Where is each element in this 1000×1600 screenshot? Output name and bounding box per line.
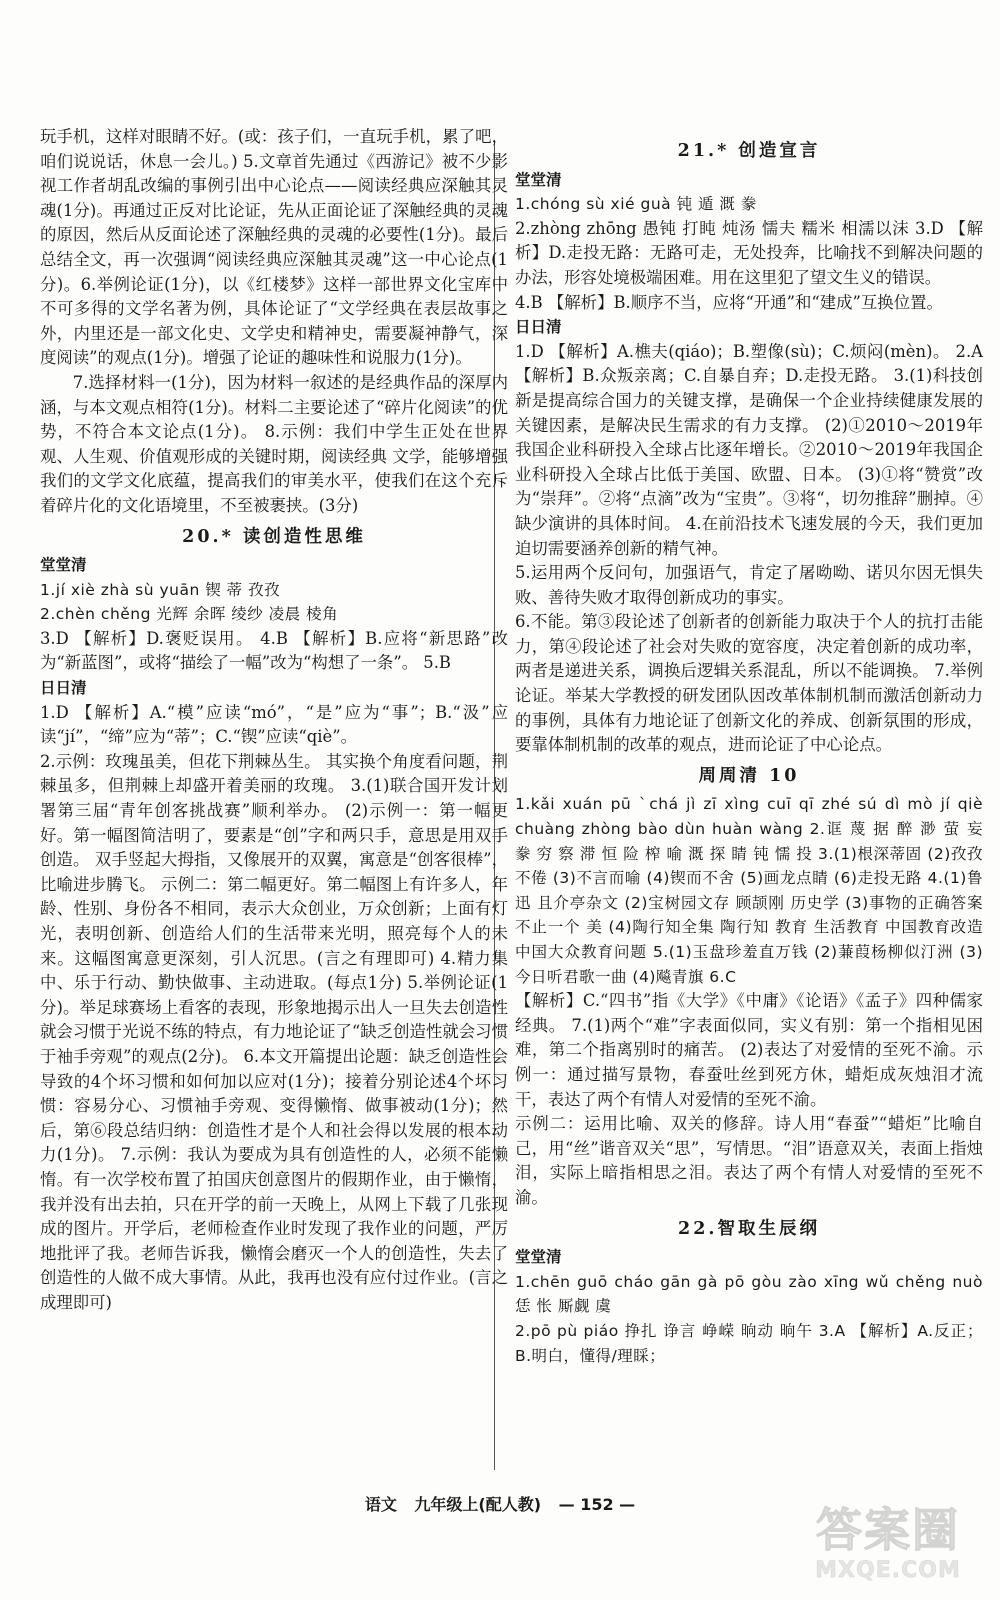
lesson-heading: 20.* 读创造性思维 (182, 526, 366, 547)
answer-line: 2.pō pù piáo 挣扎 诤言 峥嵘 晌动 晌午 3.A 【解析】A.反正；B.明白，懂得/理睬； (515, 1321, 983, 1365)
answer-block: 6.不能。第③段论述了创新者的创新能力取决于个人的抗打击能力，第④段论述了社会对失败的宽容度，决定着创新的成功率，两者是递进关系，调换后逻辑关系混乱，所以不能调换。 7.举例论证。举某大学教授的研发团队因改革体制机制而激活创新动力的事例，具体有力地论证了创新文化的养成、创新氛围的形成，要靠体制机制的改革的观点，进而论证了中心论点。 (515, 612, 983, 755)
answer-block: 示例二：运用比喻、双关的修辞。诗人用“春蚕”“蜡炬”比喻自己，用“丝”谐音双关“思”，写情思。“泪”语意双关，表面上指烛泪，实际上暗指相思之泪。表达了两个有情人对爱情的至死不渝。 (515, 1114, 983, 1207)
weekly-heading: 周周清 10 (698, 765, 800, 786)
answer-block: 3.D 【解析】D.褒贬误用。 4.B 【解析】B.应将“新思路”改为“新蓝图”，或将“描绘了一幅”改为“构想了一条”。 5.B (40, 628, 508, 673)
section-label: 堂堂清 (515, 170, 562, 189)
answer-block: 5.运用两个反问句，加强语气，肯定了屠呦呦、诺贝尔因无惧失败、善待失败才取得创新成功的事实。 (515, 563, 983, 607)
answer-line: 1.chóng sù xié guà 钝 遁 溉 豢 (515, 195, 757, 214)
lesson-heading: 21.* 创造宣言 (677, 141, 821, 161)
watermark-url: MXQE.COM (815, 1558, 961, 1583)
section-label: 日日清 (40, 679, 87, 698)
answer-line: 1.chēn guō cháo gān gà pō gòu zào xīng wǔ chěng nuò 恁 怅 厮觑 虞 (515, 1272, 983, 1316)
left-column (40, 125, 508, 1316)
right-column (515, 125, 983, 1368)
answer-block: 1.D 【解析】A.樵夫(qiáo)；B.塑像(sù)；C.烦闷(mèn)。 2.A 【解析】B.众叛亲离；C.自暴自弃；D.走投无路。 3.(1)科技创新是提高综合国力的关键支撑，是确保一个企业持续健康发展的关键因素，是解决民生需求的有力支撑。 (2)①2010～2019年我国企业科研投入全球占比逐年增长。②2010～2019年我国企业科研投入全球占比低于美国、欧盟、日本。 (3)①将“赞赏”改为“崇拜”。②将“点滴”改为“宝贵”。③将“，切勿推辞”删掉。④缺少演讲的具体时间。 4.在前沿技术飞速发展的今天，我们更加迫切需要涵养创新的精气神。 (515, 341, 983, 558)
answer-block: 玩手机，这样对眼睛不好。(或：孩子们，一直玩手机，累了吧，咱们说说话，休息一会儿。) 5.文章首先通过《西游记》被不少影视工作者胡乱改编的事例引出中心论点——阅读经典应深触其灵魂(1分)。再通过正反对比论证，先从正面论证了深触经典的灵魂的原因，然后从反面论述了深触经典的灵魂的必要性(1分)。最后总结全文，再一次强调“阅读经典应深触其灵魂”这一中心论点(1分)。6.举例论证(1分)，以《红楼梦》这样一部世界文化宝库中不可多得的文学名著为例，具体论证了“文学经典在表层故事之外，内里还是一部文化史、文学史和精神史，需要凝神静气，深度阅读”的观点(1分)。增强了论证的趣味性和说服力(1分)。 (40, 127, 508, 368)
answer-block: 2.示例：玫瑰虽美，但花下荆棘丛生。 其实换个角度看问题，荆棘虽多，但荆棘上却盛开着美丽的玫瑰。 3.(1)联合国开发计划署第三届“青年创客挑战赛”顺利举办。 (2)示例一：第一幅更好。第一幅图简洁明了，要素是“创”字和两只手，意思是用双手创造。 双手竖起大拇指，又像展开的双翼，寓意是“创客很棒”，比喻进步腾飞。 示例二：第二幅更好。第二幅图上有许多人，年龄、性别、身份各不相同，表示大众创业，万众创新；上面有灯光，表明创新、创造给人们的生活带来光明，照亮每个人的未来。这幅图寓意更深刻，引人沉思。(言之有理即可) 4.精力集中、乐于行动、勤快做事、主动进取。(每点1分) 5.举例论证(1分)。举足球赛场上看客的表现，形象地揭示出人一旦失去创造性就会习惯于光说不练的特点，有力地论证了“缺乏创造性就会习惯于袖手旁观”的观点(2分)。 6.本文开篇提出论题：缺乏创造性会导致的4个坏习惯和如何加以应对(1分)；接着分别论述4个坏习惯：容易分心、习惯袖手旁观、变得懒惰、做事被动(1分)；然后，第⑥段总结归纳：创造性才是个人和社会得以发展的根本动力(1分)。 7.示例：我认为要成为具有创造性的人，必须不能懒惰。有一次学校布置了拍国庆创意图片的假期作业，由于懒惰，我并没有出去拍，只在开学的前一天晚上，从网上下载了几张现成的图片。开学后，老师检查作业时发现了我作业的问题，严厉地批评了我。老师告诉我，懒惰会磨灭一个人的创造性，失去了创造性的人做不成大事情。从此，我再也没有应付过作业。(言之成理即可) (40, 751, 508, 1312)
footer-subject: 语文 (364, 1495, 397, 1514)
answer-block: 【解析】C.“四书”指《大学》《中庸》《论语》《孟子》四种儒家经典。 7.(1)两个“难”字表面似同，实义有别：第一个指相见困难，第二个指离别时的痛苦。 (2)表达了对爱情的至死不渝。示例一：通过描写景物，春蚕吐丝到死方休，蜡炬成灰烛泪才流干，表达了两个有情人对爱情的至死不渝。 (515, 991, 983, 1109)
section-label: 日日清 (515, 318, 562, 337)
footer-grade: 九年级上(配人教) (414, 1495, 542, 1514)
answer-line: 1.jí xiè zhà sù yuān 锲 蒂 孜孜 (40, 580, 281, 599)
section-label: 堂堂清 (515, 1248, 562, 1267)
watermark-logo-text: 答案圈 (816, 1503, 960, 1557)
answer-block: 1.kǎi xuán pū ˋchá jì zī xìng cuī qī zhé sú dì mò jí qiè chuàng zhòng bào dùn huàn wàng 2.诓 蔑 据 醉 渺 萤 妄 豢 穷 察 滞 恒 险 榨 喻 溉 探 睛 钝 懦 投 3.(1)根深蒂固 (2)孜孜不倦 (3)不言而喻 (4)锲而不舍 (5)画龙点睛 (6)走投无路 4.(1)鲁迅 且介亭杂文 (2)宝树园文存 顾颉刚 历史学 (3)事物的正确答案不止一个 美 (4)陶行知全集 陶行知 教育 生活教育 中国教育改造 中国大众教育问题 5.(1)玉盘珍羞直万钱 (2)蒹葭杨柳似汀洲 (3)今日听君歌一曲 (4)飚青旗 6.C (515, 795, 983, 986)
answer-block: 2.zhòng zhōng 愚钝 打盹 炖汤 懦夫 糯米 相濡以沫 3.D 【解析】D.走投无路：无路可走，无处投奔，比喻找不到解决问题的办法，形容处境极端困难。用在这里犯了望文生义的错误。 (515, 218, 983, 287)
page-number: — 152 — (558, 1495, 636, 1514)
section-label: 堂堂清 (40, 556, 87, 575)
answer-block: 7.选择材料一(1分)，因为材料一叙述的是经典作品的深厚内涵，与本文观点相符(1分)。材料二主要论述了“碎片化阅读”的优势，不符合本文论点(1分)。 8.示例：我们中学生正处在世界观、人生观、价值观形成的关键时期，阅读经典 文学，能够增强我们的文学文化底蕴，提高我们的审美水平，使我们在这个充斥着碎片化的文化语境里，不至被裹挟。(3分) (40, 372, 508, 515)
answer-block: 4.B 【解析】B.顺序不当，应将“开通”和“建成”互换位置。 (515, 292, 943, 312)
answer-block: 1.D 【解析】A.“模”应读“mó”，“是”应为“事”；B.“汲”应读“jí”，“缔”应为“蒂”；C.“锲”应读“qiè”。 (40, 702, 508, 747)
answer-line: 2.chèn chěng 光辉 余晖 绫纱 凌晨 棱角 (40, 605, 339, 624)
lesson-heading: 22.智取生辰纲 (678, 1218, 820, 1239)
watermark-logo (798, 1502, 978, 1592)
